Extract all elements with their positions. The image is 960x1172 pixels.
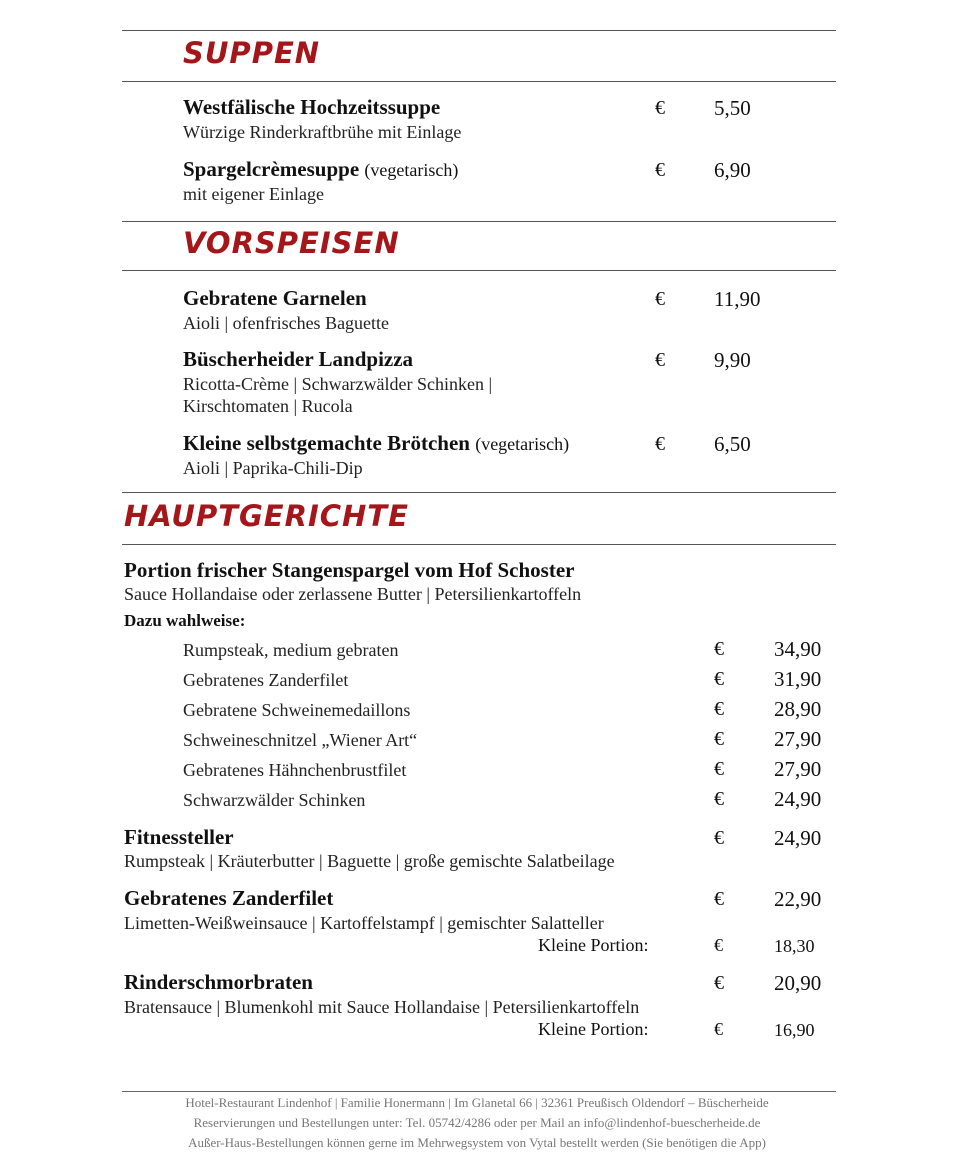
menu-item-price: 20,90 — [774, 971, 822, 995]
spargel-choice-label: Dazu wahlweise: — [124, 611, 246, 630]
spargel-option-name: Schwarzwälder Schinken — [183, 790, 366, 810]
section-heading-suppen: SUPPEN — [183, 36, 321, 70]
spargel-option-price: 24,90 — [774, 787, 822, 811]
rule-top — [122, 30, 836, 31]
spargel-option-price: 28,90 — [774, 697, 822, 721]
spargel-title: Portion frischer Stangenspargel vom Hof Schoster — [124, 558, 575, 582]
spargel-option-price: 31,90 — [774, 667, 822, 691]
currency-symbol: € — [714, 728, 724, 750]
footer-contact: Reservierungen und Bestellungen unter: Tel. 05742/4286 oder per Mail an info@lindenhof-buescherheide.de — [193, 1115, 761, 1130]
rule-vorspeisen-top — [122, 221, 836, 222]
menu-item-desc: Aioli | Paprika-Chili-Dip — [183, 458, 363, 478]
menu-item-desc: Limetten-Weißweinsauce | Kartoffelstampf | gemischter Salatteller — [124, 913, 604, 933]
spargel-option-name: Gebratene Schweinemedaillons — [183, 700, 411, 720]
spargel-option-price: 27,90 — [774, 757, 822, 781]
currency-symbol: € — [714, 698, 724, 720]
currency-symbol: € — [714, 1019, 723, 1039]
spargel-option-name: Gebratenes Hähnchenbrustfilet — [183, 760, 407, 780]
menu-item-name: Spargelcrèmesuppe (vegetarisch) — [183, 157, 459, 181]
rule-vorspeisen — [122, 270, 836, 271]
currency-symbol: € — [655, 349, 665, 371]
footer-takeaway-note: Außer-Haus-Bestellungen können gerne im Mehrwegsystem von Vytal bestellt werden (Sie benötigen die App) — [188, 1135, 766, 1150]
currency-symbol: € — [714, 788, 724, 810]
section-heading-vorspeisen: VORSPEISEN — [183, 226, 400, 260]
menu-item-desc: Rumpsteak | Kräuterbutter | Baguette | große gemischte Salatbeilage — [124, 851, 615, 871]
menu-item-desc: Ricotta-Crème | Schwarzwälder Schinken | — [183, 374, 493, 394]
menu-item-price: 5,50 — [714, 96, 751, 120]
rule-hauptgerichte — [122, 544, 836, 545]
currency-symbol: € — [655, 97, 665, 119]
menu-item-name: Gebratene Garnelen — [183, 286, 367, 310]
spargel-option-price: 34,90 — [774, 637, 822, 661]
spargel-option-name: Schweineschnitzel „Wiener Art“ — [183, 730, 418, 750]
menu-item-price: 6,50 — [714, 432, 751, 456]
currency-symbol: € — [714, 668, 724, 690]
currency-symbol: € — [714, 758, 724, 780]
menu-item-desc: Aioli | ofenfrisches Baguette — [183, 313, 390, 333]
vegetarian-note: (vegetarisch) — [475, 434, 570, 454]
menu-item-desc: Bratensauce | Blumenkohl mit Sauce Hollandaise | Petersilienkartoffeln — [124, 997, 640, 1017]
rule-hauptgerichte-top — [122, 492, 836, 493]
currency-symbol: € — [714, 972, 724, 994]
small-portion-label: Kleine Portion: — [538, 935, 649, 955]
footer-rule — [122, 1091, 836, 1092]
menu-item-name: Rinderschmorbraten — [124, 970, 313, 994]
spargel-option-name: Rumpsteak, medium gebraten — [183, 640, 399, 660]
menu-item-price: 24,90 — [774, 826, 822, 850]
currency-symbol: € — [714, 935, 723, 955]
section-heading-hauptgerichte: HAUPTGERICHTE — [124, 499, 409, 533]
menu-item-price: 11,90 — [714, 287, 761, 311]
currency-symbol: € — [655, 433, 665, 455]
currency-symbol: € — [714, 888, 724, 910]
small-portion-price: 16,90 — [774, 1020, 815, 1040]
currency-symbol: € — [714, 827, 724, 849]
menu-item-price: 22,90 — [774, 887, 822, 911]
currency-symbol: € — [655, 288, 665, 310]
spargel-option-price: 27,90 — [774, 727, 822, 751]
menu-item-desc: mit eigener Einlage — [183, 184, 324, 204]
currency-symbol: € — [655, 159, 665, 181]
menu-item-name: Büscherheider Landpizza — [183, 347, 414, 371]
menu-item-name: Gebratenes Zanderfilet — [124, 886, 334, 910]
menu-item-price: 6,90 — [714, 158, 751, 182]
menu-item-desc: Kirschtomaten | Rucola — [183, 396, 353, 416]
menu-item-price: 9,90 — [714, 348, 751, 372]
menu-item-name: Westfälische Hochzeitssuppe — [183, 95, 441, 119]
menu-item-desc: Würzige Rinderkraftbrühe mit Einlage — [183, 122, 462, 142]
spargel-option-name: Gebratenes Zanderfilet — [183, 670, 349, 690]
small-portion-price: 18,30 — [774, 936, 815, 956]
rule-suppen — [122, 81, 836, 82]
footer-address: Hotel-Restaurant Lindenhof | Familie Honermann | Im Glanetal 66 | 32361 Preußisch Oldendorf – Büscherheide — [185, 1095, 769, 1110]
vegetarian-note: (vegetarisch) — [364, 160, 459, 180]
menu-item-name: Kleine selbstgemachte Brötchen (vegetarisch) — [183, 431, 570, 455]
small-portion-label: Kleine Portion: — [538, 1019, 649, 1039]
currency-symbol: € — [714, 638, 724, 660]
spargel-desc: Sauce Hollandaise oder zerlassene Butter | Petersilienkartoffeln — [124, 584, 582, 604]
menu-item-name: Fitnessteller — [124, 825, 234, 849]
